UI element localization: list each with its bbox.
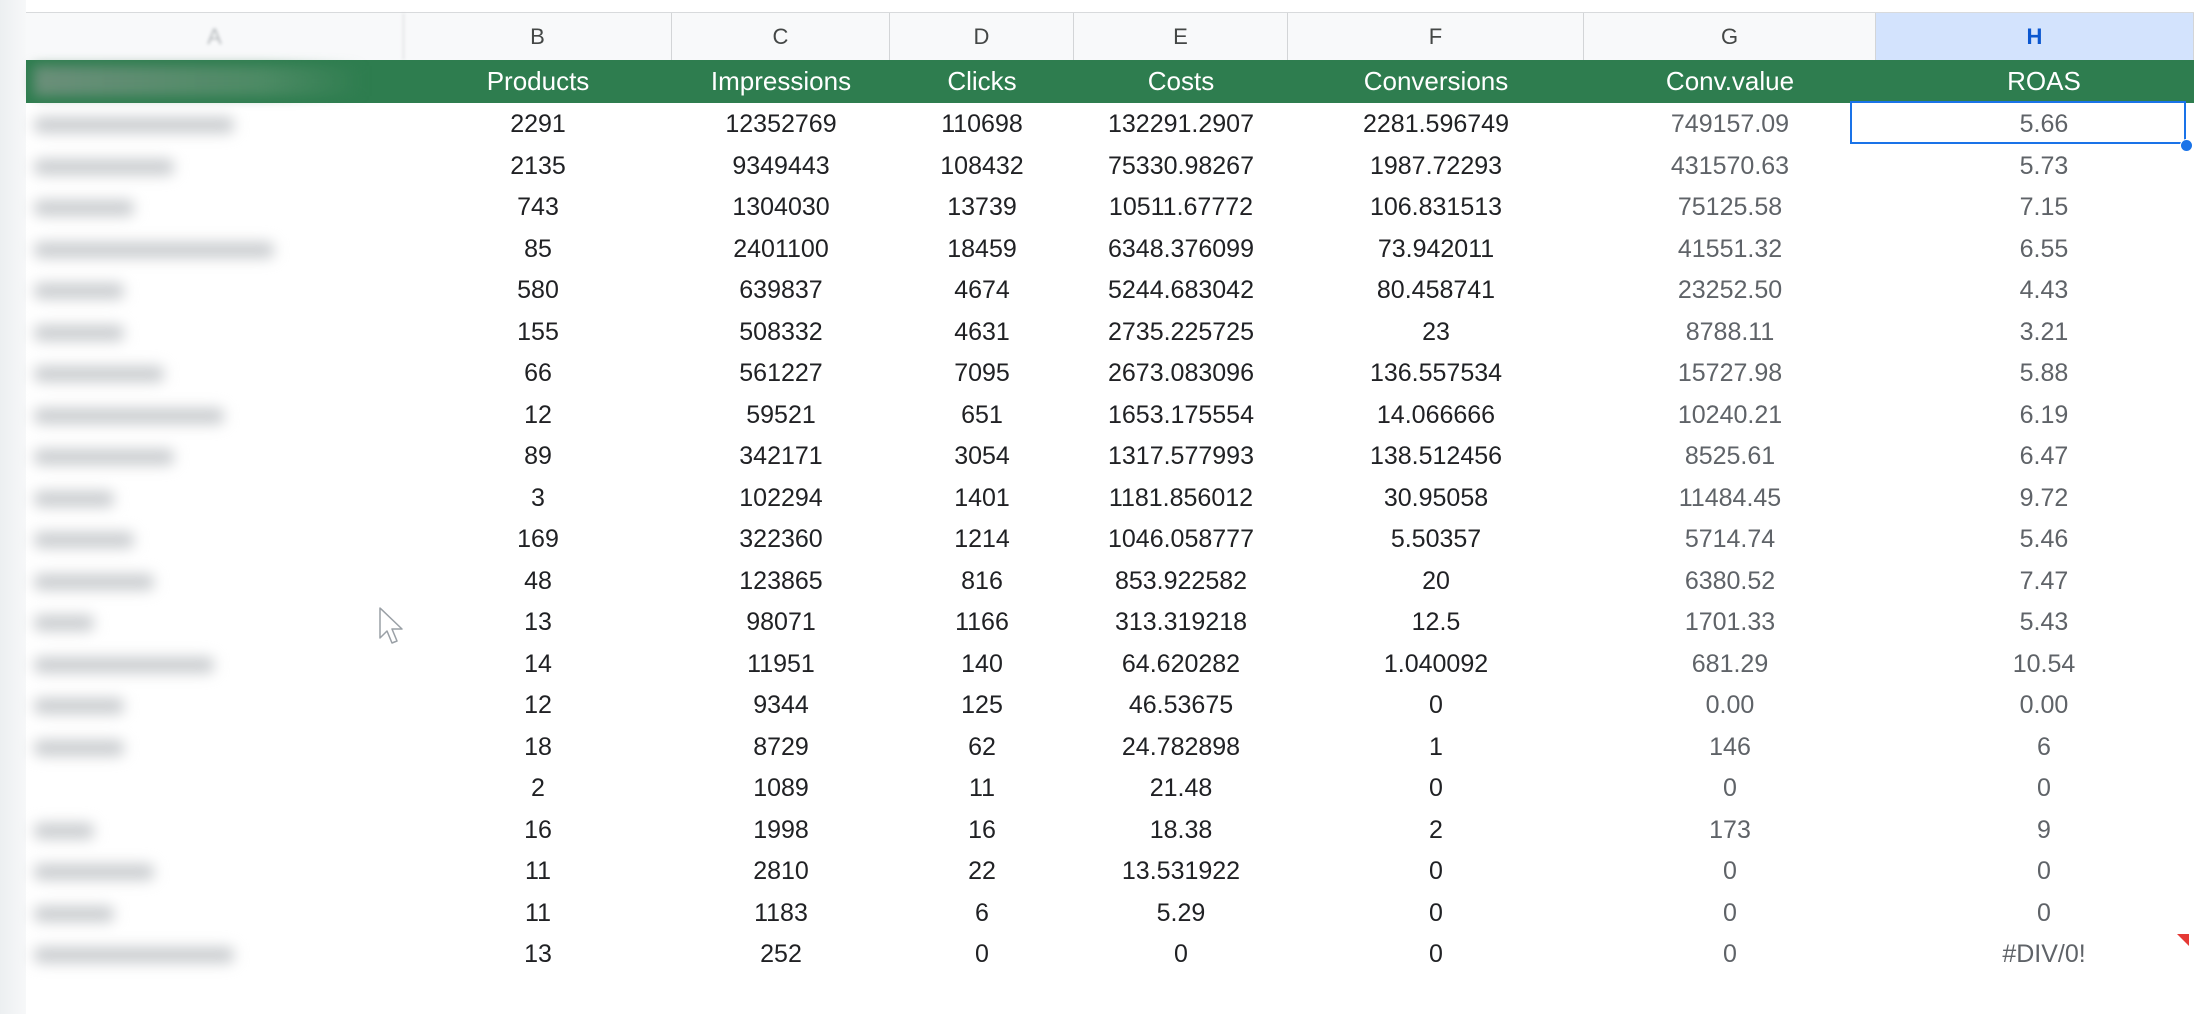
cell-conversions[interactable]: 23 (1422, 317, 1450, 346)
cell-products[interactable]: 16 (524, 815, 552, 844)
blurred-product-type-label (34, 159, 174, 175)
cell-clicks[interactable]: 1166 (955, 608, 1009, 636)
cell-conv-value[interactable]: 15727.98 (1677, 359, 1783, 387)
cell-clicks[interactable]: 3054 (954, 442, 1010, 470)
header-impressions[interactable]: Impressions (710, 66, 852, 96)
column-header-e[interactable]: E (1074, 13, 1288, 60)
blurred-product-type-label (34, 242, 274, 258)
cell-products[interactable]: 11 (525, 898, 551, 927)
cell-conversions[interactable]: 138.512456 (1369, 442, 1503, 470)
cell-impressions[interactable]: 98071 (746, 608, 816, 636)
table-row (26, 436, 2194, 478)
cell-products[interactable]: 580 (517, 276, 559, 304)
cell-products[interactable]: 2 (531, 774, 545, 802)
cell-roas[interactable]: 5.66 (2019, 110, 2069, 138)
cell-conv-value[interactable]: 8525.61 (1684, 442, 1776, 470)
cell-roas[interactable]: 0 (2037, 898, 2051, 927)
header-conv-value[interactable]: Conv.value (1665, 66, 1795, 96)
cell-conversions[interactable]: 1987.72293 (1369, 151, 1503, 180)
cell-impressions[interactable]: 252 (760, 940, 802, 968)
cell-roas[interactable]: 4.43 (2019, 276, 2069, 304)
cell-products[interactable]: 13 (524, 940, 552, 968)
header-roas[interactable]: ROAS (2007, 66, 2081, 96)
cell-clicks[interactable]: 125 (961, 691, 1003, 719)
cell-costs[interactable]: 1046.058777 (1108, 525, 1254, 553)
cell-costs[interactable]: 10511.67772 (1108, 193, 1254, 221)
cell-costs[interactable]: 313.319218 (1114, 608, 1248, 636)
cell-costs[interactable]: 13.531922 (1121, 857, 1241, 885)
cell-costs[interactable]: 24.782898 (1121, 732, 1241, 761)
cell-impressions[interactable]: 2401100 (733, 234, 829, 263)
comment-indicator[interactable] (2177, 934, 2189, 946)
blurred-product-type-label (34, 864, 154, 880)
cell-products[interactable]: 66 (524, 359, 552, 387)
cell-products[interactable]: 12 (524, 691, 552, 719)
cell-products[interactable]: 11 (525, 857, 551, 885)
cell-costs[interactable]: 46.53675 (1128, 691, 1234, 719)
cell-clicks[interactable]: 1401 (954, 483, 1010, 512)
cell-conversions[interactable]: 14.066666 (1376, 400, 1496, 429)
cell-conversions[interactable]: 30.95058 (1383, 483, 1489, 512)
table-row (26, 893, 2194, 935)
cell-costs[interactable]: 2735.225725 (1108, 317, 1254, 346)
cell-clicks[interactable]: 140 (961, 649, 1003, 678)
blurred-product-type-label (34, 532, 134, 548)
header-costs[interactable]: Costs (1147, 66, 1215, 96)
blurred-product-type-label (34, 947, 234, 963)
blurred-product-type-label (34, 325, 124, 341)
table-row (26, 561, 2194, 603)
cell-conv-value[interactable]: 0 (1723, 857, 1737, 885)
cell-conv-value[interactable]: 8788.11 (1685, 317, 1775, 346)
header-products[interactable]: Products (486, 66, 590, 96)
cell-impressions[interactable]: 639837 (739, 276, 823, 304)
cell-conversions[interactable]: 106.831513 (1369, 193, 1503, 221)
column-header-row (26, 12, 2194, 61)
cell-costs[interactable]: 853.922582 (1114, 566, 1248, 595)
cell-products[interactable]: 2135 (510, 151, 566, 180)
cell-clicks[interactable]: 7095 (954, 359, 1010, 387)
cell-impressions[interactable]: 2810 (753, 857, 809, 885)
cell-costs[interactable]: 0 (1174, 940, 1188, 968)
cell-conv-value[interactable]: 173 (1709, 815, 1751, 844)
cell-roas[interactable]: 0 (2037, 774, 2051, 802)
cell-clicks[interactable]: 6 (975, 898, 989, 927)
cell-impressions[interactable]: 1089 (753, 774, 809, 802)
cell-conv-value[interactable]: 6380.52 (1684, 566, 1776, 595)
cell-costs[interactable]: 21.48 (1149, 774, 1213, 802)
table-row (26, 851, 2194, 893)
blurred-product-type-label (34, 449, 174, 465)
cell-roas[interactable]: 6.47 (2019, 442, 2069, 470)
table-row (26, 229, 2194, 271)
cell-roas[interactable]: 6 (2037, 732, 2051, 761)
cell-clicks[interactable]: 13739 (947, 193, 1017, 221)
cell-impressions[interactable]: 1183 (754, 898, 808, 927)
cell-conv-value[interactable]: 23252.50 (1677, 276, 1783, 304)
cell-conv-value[interactable]: 0 (1723, 940, 1737, 968)
cell-products[interactable]: 18 (524, 732, 552, 761)
cell-conv-value[interactable]: 146 (1709, 732, 1751, 761)
cell-costs[interactable]: 6348.376099 (1108, 234, 1254, 263)
cell-roas[interactable]: 6.19 (2019, 400, 2069, 429)
cell-costs[interactable]: 1317.577993 (1108, 442, 1254, 470)
cell-products[interactable]: 14 (524, 649, 552, 678)
cell-clicks[interactable]: 62 (968, 732, 996, 761)
cell-conv-value[interactable]: 0 (1723, 774, 1737, 802)
table-row (26, 187, 2194, 229)
cell-products[interactable]: 2291 (510, 110, 566, 138)
column-header-g[interactable]: G (1584, 13, 1876, 60)
header-clicks[interactable]: Clicks (947, 66, 1017, 96)
blurred-product-type-label (34, 408, 224, 424)
cell-conv-value[interactable]: 0.00 (1705, 691, 1755, 719)
table-row (26, 395, 2194, 437)
table-row (26, 478, 2194, 520)
cell-products[interactable]: 85 (524, 234, 552, 263)
cell-impressions[interactable]: 59521 (746, 400, 816, 429)
cell-roas[interactable]: 7.15 (2019, 193, 2069, 221)
row-gutter (0, 0, 26, 1014)
blurred-product-type-label (34, 823, 94, 839)
cell-roas[interactable]: 5.43 (2019, 608, 2069, 636)
blurred-product-type-label (34, 491, 114, 507)
blurred-product-type-label (34, 366, 164, 382)
cell-clicks[interactable]: 18459 (947, 234, 1017, 263)
cell-conversions[interactable]: 20 (1422, 566, 1450, 595)
cell-conv-value[interactable]: 749157.09 (1670, 110, 1790, 138)
cell-clicks[interactable]: 16 (968, 815, 996, 844)
cell-clicks[interactable]: 651 (961, 400, 1003, 429)
cell-impressions[interactable]: 9344 (753, 691, 809, 719)
cell-products[interactable]: 48 (524, 566, 552, 595)
cell-conv-value[interactable]: 681.29 (1691, 649, 1769, 678)
mouse-pointer-icon (378, 606, 404, 646)
cell-impressions[interactable]: 1998 (753, 815, 809, 844)
cell-impressions[interactable]: 9349443 (732, 151, 830, 180)
blurred-product-type-label (34, 740, 124, 756)
cell-roas[interactable]: 5.46 (2019, 525, 2069, 553)
column-header-d[interactable]: D (890, 13, 1074, 60)
cell-conversions[interactable]: 0 (1429, 857, 1443, 885)
cell-impressions[interactable]: 561227 (739, 359, 823, 387)
selected-cell-h2[interactable] (1850, 101, 2186, 144)
blurred-product-type-label (34, 906, 114, 922)
table-row (26, 519, 2194, 561)
cell-costs[interactable]: 2673.083096 (1108, 359, 1254, 387)
cell-impressions[interactable]: 322360 (739, 525, 823, 553)
cell-conversions[interactable]: 12.5 (1411, 608, 1461, 636)
cell-impressions[interactable]: 508332 (739, 317, 823, 346)
cell-costs[interactable]: 18.38 (1149, 815, 1213, 844)
cell-products[interactable]: 3 (531, 483, 545, 512)
blurred-product-type-label (34, 200, 134, 216)
cell-roas[interactable]: #DIV/0! (2002, 940, 2086, 968)
table-row (26, 727, 2194, 769)
cell-impressions[interactable]: 342171 (739, 442, 823, 470)
cell-costs[interactable]: 75330.98267 (1108, 151, 1254, 180)
cell-roas[interactable]: 6.55 (2019, 234, 2069, 263)
cell-clicks[interactable]: 4631 (954, 317, 1010, 346)
table-row (26, 685, 2194, 727)
fill-handle[interactable] (2180, 139, 2193, 152)
column-header-h[interactable]: H (1876, 13, 2194, 60)
header-conversions[interactable]: Conversions (1363, 66, 1509, 96)
cell-products[interactable]: 169 (517, 525, 559, 553)
table-row (26, 353, 2194, 395)
cell-conv-value[interactable]: 431570.63 (1670, 151, 1790, 180)
column-header-c[interactable]: C (672, 13, 890, 60)
cell-clicks[interactable]: 1214 (954, 525, 1010, 553)
cell-costs[interactable]: 1181.856012 (1108, 483, 1254, 512)
cell-products[interactable]: 13 (524, 608, 552, 636)
cell-conversions[interactable]: 2 (1429, 815, 1443, 844)
cell-products[interactable]: 743 (517, 193, 559, 221)
cell-roas[interactable]: 9.72 (2019, 483, 2069, 512)
cell-conversions[interactable]: 0 (1429, 898, 1443, 927)
cell-roas[interactable]: 9 (2037, 815, 2051, 844)
cell-clicks[interactable]: 11 (969, 774, 995, 802)
cell-clicks[interactable]: 22 (968, 857, 996, 885)
cell-conv-value[interactable]: 5714.74 (1684, 525, 1776, 553)
cell-impressions[interactable]: 1304030 (732, 193, 830, 221)
cell-roas[interactable]: 0 (2037, 857, 2051, 885)
column-header-b[interactable]: B (404, 13, 672, 60)
cell-conversions[interactable]: 0 (1429, 940, 1443, 968)
cell-products[interactable]: 155 (517, 317, 559, 346)
cell-clicks[interactable]: 0 (975, 940, 989, 968)
cell-roas[interactable]: 7.47 (2019, 566, 2069, 595)
cell-roas[interactable]: 5.73 (2019, 151, 2069, 180)
cell-clicks[interactable]: 816 (961, 566, 1003, 595)
cell-conversions[interactable]: 0 (1429, 691, 1443, 719)
cell-conversions[interactable]: 0 (1429, 774, 1443, 802)
cell-conversions[interactable]: 5.50357 (1390, 525, 1482, 553)
cell-clicks[interactable]: 4674 (954, 276, 1010, 304)
cell-costs[interactable]: 132291.2907 (1108, 110, 1254, 138)
table-header-row (26, 60, 2194, 103)
table-row (26, 270, 2194, 312)
cell-conv-value[interactable]: 41551.32 (1677, 234, 1783, 263)
cell-clicks[interactable]: 110698 (941, 110, 1023, 138)
cell-conversions[interactable]: 73.942011 (1377, 234, 1495, 263)
blurred-product-type-label (34, 698, 124, 714)
cell-products[interactable]: 89 (524, 442, 552, 470)
blurred-product-type-label (34, 574, 154, 590)
table-row (26, 768, 2194, 810)
cell-roas[interactable]: 0.00 (2019, 691, 2069, 719)
blurred-product-type-label (34, 283, 124, 299)
cell-impressions[interactable]: 8729 (753, 732, 809, 761)
blurred-product-type-label (34, 615, 94, 631)
table-row (26, 602, 2194, 644)
cell-impressions[interactable]: 123865 (739, 566, 823, 595)
blurred-product-type-label (34, 657, 214, 673)
cell-impressions[interactable]: 102294 (739, 483, 823, 512)
cell-clicks[interactable]: 108432 (940, 151, 1024, 180)
cell-conv-value[interactable]: 1701.33 (1684, 608, 1776, 636)
cell-costs[interactable]: 5.29 (1156, 898, 1206, 927)
table-row (26, 644, 2194, 686)
cell-conv-value[interactable]: 75125.58 (1677, 193, 1783, 221)
cell-impressions[interactable]: 11951 (747, 649, 815, 678)
cell-conversions[interactable]: 80.458741 (1376, 276, 1496, 304)
cell-impressions[interactable]: 12352769 (725, 110, 837, 138)
table-row (26, 934, 2194, 976)
cell-conversions[interactable]: 136.557534 (1369, 359, 1503, 387)
cell-roas[interactable]: 3.21 (2019, 317, 2069, 346)
cell-costs[interactable]: 64.620282 (1121, 649, 1241, 678)
cell-products[interactable]: 12 (524, 400, 552, 429)
cell-conversions[interactable]: 2281.596749 (1363, 110, 1509, 138)
cell-roas[interactable]: 5.88 (2019, 359, 2069, 387)
table-row (26, 312, 2194, 354)
cell-costs[interactable]: 1653.175554 (1108, 400, 1254, 429)
cell-roas[interactable]: 10.54 (2012, 649, 2076, 678)
table-row (26, 810, 2194, 852)
column-header-a[interactable]: A (26, 13, 404, 60)
cell-conv-value[interactable]: 11484.45 (1678, 483, 1782, 512)
cell-conversions[interactable]: 1 (1429, 732, 1443, 761)
cell-conv-value[interactable]: 0 (1723, 898, 1737, 927)
cell-conversions[interactable]: 1.040092 (1383, 649, 1489, 678)
table-row (26, 146, 2194, 188)
cell-conv-value[interactable]: 10240.21 (1677, 400, 1783, 429)
column-header-f[interactable]: F (1288, 13, 1584, 60)
cell-costs[interactable]: 5244.683042 (1108, 276, 1254, 304)
blurred-product-type-label (34, 117, 234, 133)
blurred-header-label (34, 66, 364, 96)
